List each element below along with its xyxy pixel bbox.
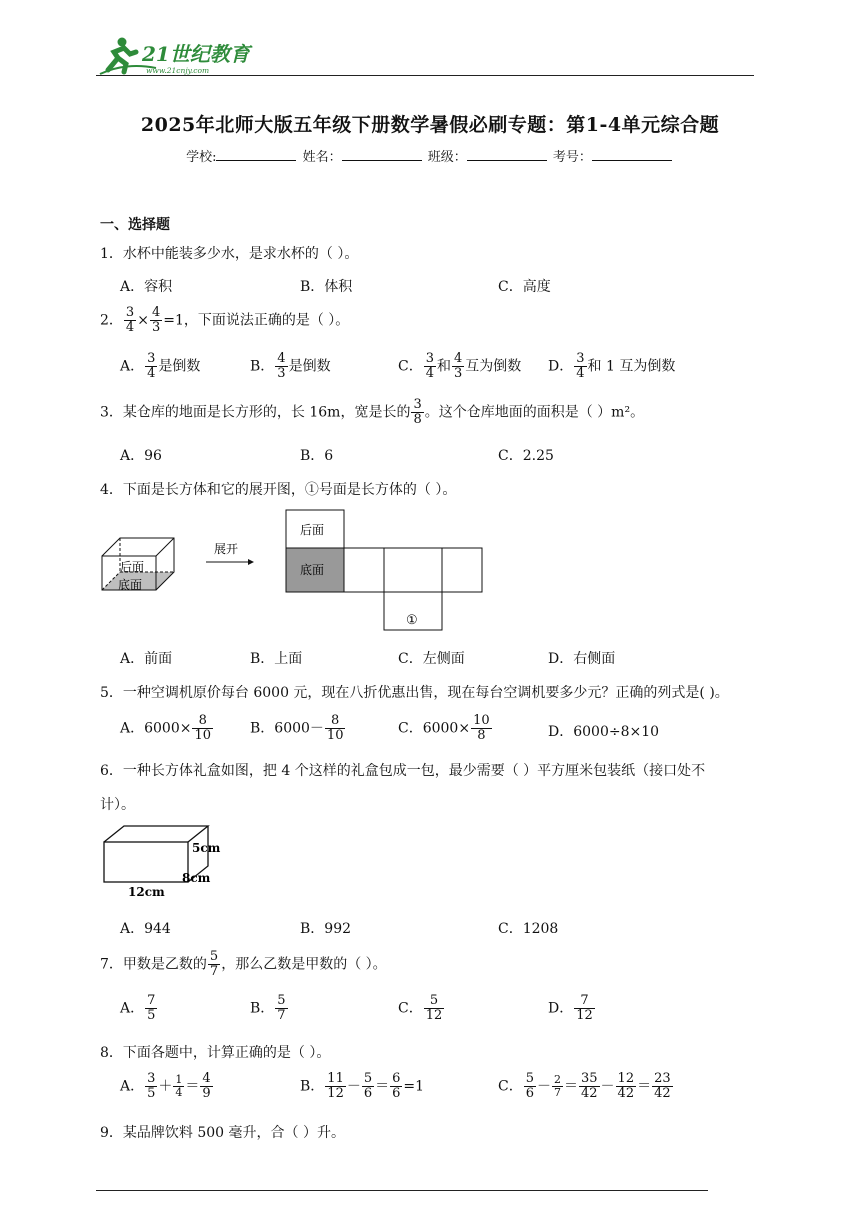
net-back-label: 后面 xyxy=(300,523,325,537)
q2-option-d: D． $\frac{3}{4}$ 和 1 互为倒数 xyxy=(548,351,676,381)
q3-option-a: A．96 xyxy=(120,448,162,464)
q6-option-c: C．1208 xyxy=(498,921,559,937)
page-title: 2025年北师大版五年级下册数学暑假必刷专题：第1-4单元综合题 xyxy=(140,114,720,136)
dim-length: 12cm xyxy=(128,885,165,899)
cube-back-label: 后面 xyxy=(120,560,145,574)
logo-sub: www.21cnjy.com xyxy=(146,66,210,75)
cube-bottom-label: 底面 xyxy=(118,578,143,592)
q8-option-b: B． $\frac{11}{12}$ － $\frac{5}{6}$ ＝ $\frac{6}{6}$ =1 xyxy=(300,1071,425,1101)
dim-height: 5cm xyxy=(192,841,221,855)
gift-box-figure xyxy=(98,822,228,904)
question-4: 4．下面是长方体和它的展开图，①号面是长方体的（ ）。 xyxy=(100,482,457,498)
section-heading: 一、选择题 xyxy=(100,217,170,233)
cuboid-net-figure xyxy=(98,506,488,632)
net-face-one-label: ① xyxy=(406,613,418,628)
question-9: 9．某品牌饮料 500 毫升，合（ ）升。 xyxy=(100,1125,345,1141)
q4-option-b: B．上面 xyxy=(250,651,303,667)
q7-option-a: A． $\frac{7}{5}$ xyxy=(120,993,156,1023)
q3-option-b: B．6 xyxy=(300,448,334,464)
header-rule xyxy=(96,75,754,76)
question-2: 2． $\frac{3}{4}$ × $\frac{4}{3}$ =1，下面说法正确的是（ ）。 xyxy=(100,305,350,335)
q2-option-b: B． $\frac{4}{3}$ 是倒数 xyxy=(250,351,331,381)
q7-option-c: C． $\frac{5}{12}$ xyxy=(398,993,443,1023)
q2-option-a: A． $\frac{3}{4}$ 是倒数 xyxy=(120,351,201,381)
logo-text: 21世纪教育 xyxy=(142,42,250,66)
question-3: 3．某仓库的地面是长方形的，长 16m，宽是长的 $\frac{3}{8}$ 。这个仓库地面的面积是（ ）m²。 xyxy=(100,397,645,427)
q5-option-a: A．6000× $\frac{8}{10}$ xyxy=(120,713,212,743)
logo xyxy=(96,34,266,76)
q4-option-c: C．左侧面 xyxy=(398,651,465,667)
q5-option-d: D．6000÷8×10 xyxy=(548,724,660,740)
q2-option-c: C． $\frac{3}{4}$ 和 $\frac{4}{3}$ 互为倒数 xyxy=(398,351,522,381)
unfold-label: 展开 xyxy=(214,542,239,556)
question-8: 8．下面各题中，计算正确的是（ ）。 xyxy=(100,1045,331,1061)
question-5: 5．一种空调机原价每台 6000 元，现在八折优惠出售，现在每台空调机要多少元？正确的列式是( )。 xyxy=(100,685,729,701)
question-6-line1: 6．一种长方体礼盒如图，把 4 个这样的礼盒包成一包，最少需要（ ）平方厘米包装纸（接口处不 xyxy=(100,763,706,779)
question-6-line2: 计）。 xyxy=(100,797,135,813)
student-info: 学校: 姓名： 班级： 考号： xyxy=(0,146,860,165)
footer-rule xyxy=(96,1190,708,1191)
q8-option-c: C． $\frac{5}{6}$ － $\frac{2}{7}$ ＝ $\frac{35}{42}$ － $\frac{12}{42}$ ＝ $\frac{23}{42}$ xyxy=(498,1071,671,1101)
q1-option-b: B．体积 xyxy=(300,279,353,295)
q5-option-b: B．6000－ $\frac{8}{10}$ xyxy=(250,713,344,743)
q1-option-a: A．容积 xyxy=(120,279,173,295)
q4-option-d: D．右侧面 xyxy=(548,651,616,667)
q8-option-a: A． $\frac{3}{5}$ ＋ $\frac{1}{4}$ ＝ $\frac{4}{9}$ xyxy=(120,1071,211,1101)
q7-option-b: B． $\frac{5}{7}$ xyxy=(250,993,286,1023)
q3-option-c: C．2.25 xyxy=(498,448,554,464)
q6-option-a: A．944 xyxy=(120,921,171,937)
dim-width: 8cm xyxy=(182,871,211,885)
q4-option-a: A．前面 xyxy=(120,651,173,667)
net-bottom-label: 底面 xyxy=(300,563,325,577)
question-1: 1．水杯中能装多少水，是求水杯的（ ）。 xyxy=(100,246,359,262)
q7-option-d: D． $\frac{7}{12}$ xyxy=(548,993,593,1023)
q1-option-c: C．高度 xyxy=(498,279,551,295)
question-7: 7．甲数是乙数的 $\frac{5}{7}$ ，那么乙数是甲数的（ ）。 xyxy=(100,949,387,979)
runner-logo-icon xyxy=(96,34,266,76)
q5-option-c: C．6000× $\frac{10}{8}$ xyxy=(398,713,490,743)
q6-option-b: B．992 xyxy=(300,921,352,937)
